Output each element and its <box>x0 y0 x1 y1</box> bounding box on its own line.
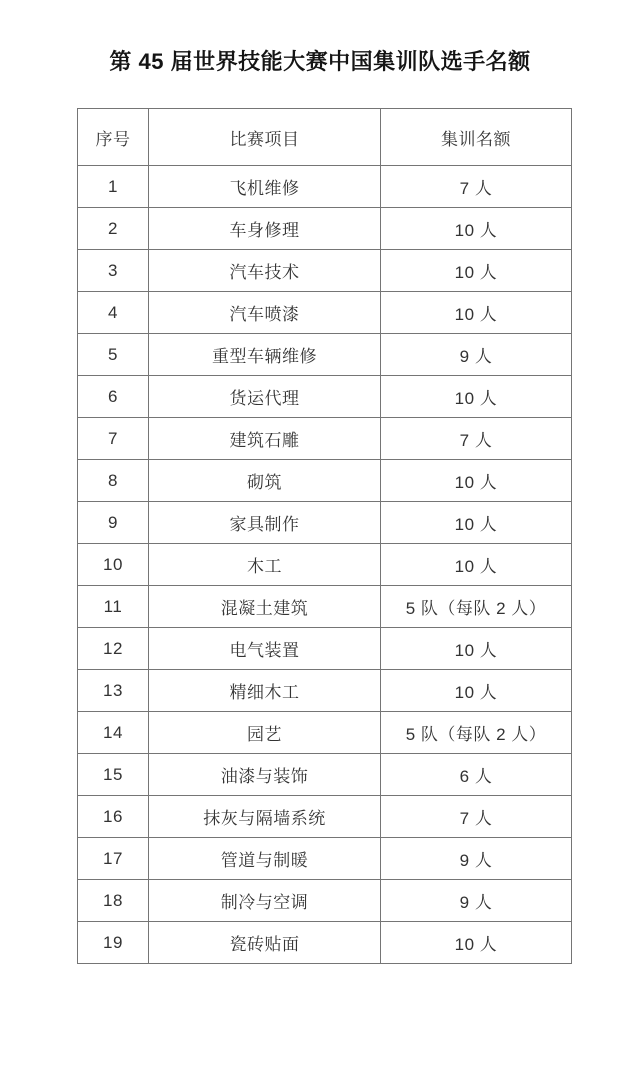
cell-index: 2 <box>78 208 149 250</box>
cell-event: 建筑石雕 <box>149 418 381 460</box>
table-row <box>78 754 572 796</box>
cell-event: 货运代理 <box>149 376 381 418</box>
cell-event: 抹灰与隔墙系统 <box>149 796 381 838</box>
cell-event: 电气装置 <box>149 628 381 670</box>
table-container <box>77 108 640 964</box>
cell-event: 制冷与空调 <box>149 880 381 922</box>
cell-index: 17 <box>78 838 149 880</box>
cell-index: 12 <box>78 628 149 670</box>
cell-quota: 5 队（每队 2 人） <box>381 712 572 754</box>
cell-index: 19 <box>78 922 149 964</box>
cell-quota: 7 人 <box>381 796 572 838</box>
table-row <box>78 922 572 964</box>
table-row <box>78 628 572 670</box>
table-row <box>78 880 572 922</box>
cell-event: 家具制作 <box>149 502 381 544</box>
column-header-event: 比赛项目 <box>149 109 381 166</box>
cell-index: 14 <box>78 712 149 754</box>
table-row <box>78 796 572 838</box>
cell-quota: 9 人 <box>381 880 572 922</box>
cell-event: 混凝土建筑 <box>149 586 381 628</box>
cell-event: 砌筑 <box>149 460 381 502</box>
cell-index: 8 <box>78 460 149 502</box>
cell-quota: 10 人 <box>381 250 572 292</box>
cell-quota: 10 人 <box>381 922 572 964</box>
table-row <box>78 586 572 628</box>
table-row <box>78 544 572 586</box>
cell-quota: 10 人 <box>381 376 572 418</box>
cell-event: 精细木工 <box>149 670 381 712</box>
table-row <box>78 838 572 880</box>
cell-index: 6 <box>78 376 149 418</box>
cell-event: 重型车辆维修 <box>149 334 381 376</box>
table-row <box>78 376 572 418</box>
column-header-quota: 集训名额 <box>381 109 572 166</box>
table-row <box>78 208 572 250</box>
cell-event: 木工 <box>149 544 381 586</box>
cell-index: 5 <box>78 334 149 376</box>
cell-index: 4 <box>78 292 149 334</box>
cell-index: 11 <box>78 586 149 628</box>
table-row <box>78 292 572 334</box>
cell-quota: 10 人 <box>381 670 572 712</box>
cell-quota: 5 队（每队 2 人） <box>381 586 572 628</box>
cell-quota: 9 人 <box>381 838 572 880</box>
cell-event: 汽车技术 <box>149 250 381 292</box>
cell-quota: 9 人 <box>381 334 572 376</box>
cell-quota: 10 人 <box>381 628 572 670</box>
table-row <box>78 418 572 460</box>
table-row <box>78 250 572 292</box>
table-row <box>78 334 572 376</box>
cell-index: 9 <box>78 502 149 544</box>
cell-event: 园艺 <box>149 712 381 754</box>
table-body <box>78 166 572 964</box>
cell-event: 汽车喷漆 <box>149 292 381 334</box>
table-row <box>78 460 572 502</box>
cell-event: 瓷砖贴面 <box>149 922 381 964</box>
cell-quota: 10 人 <box>381 208 572 250</box>
document-page <box>0 48 640 964</box>
cell-quota: 6 人 <box>381 754 572 796</box>
table-row <box>78 502 572 544</box>
cell-event: 飞机维修 <box>149 166 381 208</box>
cell-event: 车身修理 <box>149 208 381 250</box>
cell-quota: 10 人 <box>381 292 572 334</box>
cell-index: 16 <box>78 796 149 838</box>
cell-quota: 7 人 <box>381 166 572 208</box>
header-row <box>78 109 572 166</box>
cell-quota: 7 人 <box>381 418 572 460</box>
cell-index: 1 <box>78 166 149 208</box>
cell-index: 15 <box>78 754 149 796</box>
cell-quota: 10 人 <box>381 544 572 586</box>
quota-table <box>77 108 572 964</box>
cell-event: 管道与制暖 <box>149 838 381 880</box>
table-row <box>78 712 572 754</box>
cell-quota: 10 人 <box>381 502 572 544</box>
cell-index: 10 <box>78 544 149 586</box>
cell-index: 7 <box>78 418 149 460</box>
cell-event: 油漆与装饰 <box>149 754 381 796</box>
table-header-row <box>78 109 572 166</box>
cell-index: 3 <box>78 250 149 292</box>
cell-index: 13 <box>78 670 149 712</box>
table-row <box>78 670 572 712</box>
column-header-index: 序号 <box>78 109 149 166</box>
cell-index: 18 <box>78 880 149 922</box>
cell-quota: 10 人 <box>381 460 572 502</box>
table-row <box>78 166 572 208</box>
page-title: 第 45 届世界技能大赛中国集训队选手名额 <box>109 49 531 74</box>
